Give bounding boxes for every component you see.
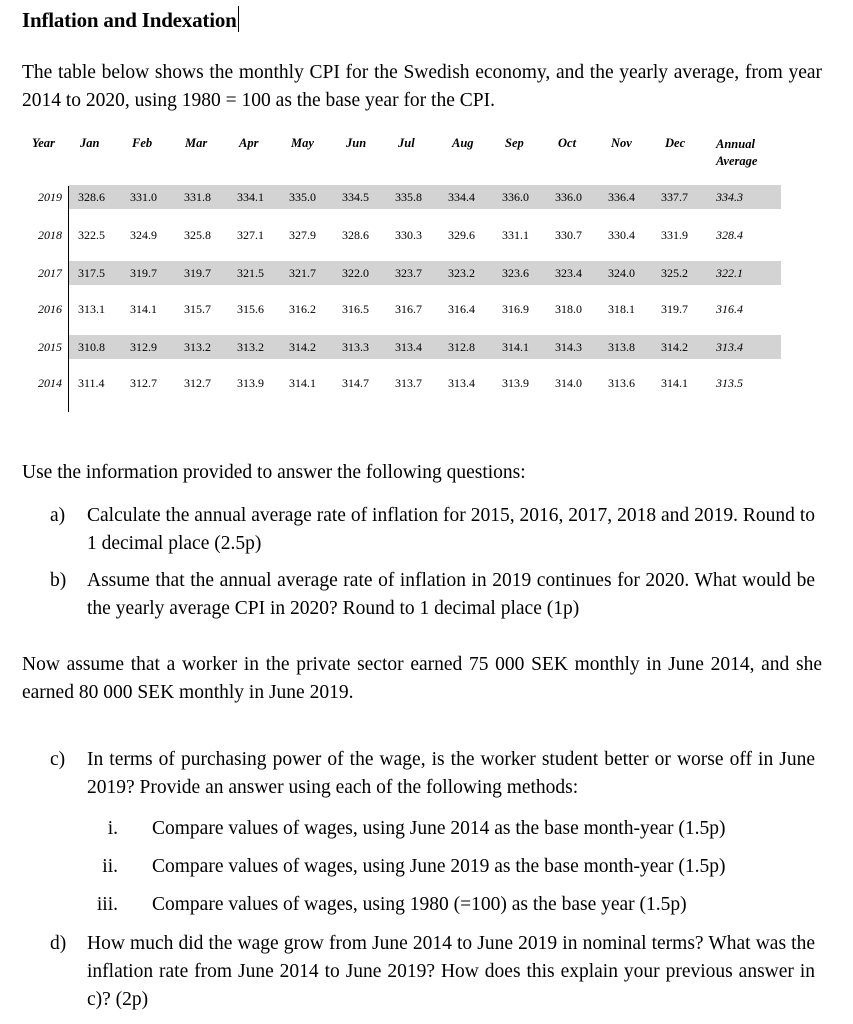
cpi-cell: 329.6 — [448, 228, 475, 242]
cpi-cell: 337.7 — [661, 190, 688, 204]
cpi-cell: 330.3 — [395, 228, 422, 242]
cpi-cell: 314.1 — [289, 376, 316, 390]
cpi-cell: 319.7 — [184, 266, 211, 280]
header-annual-line2: Average — [716, 154, 758, 168]
cpi-cell: 325.2 — [661, 266, 688, 280]
cpi-cell: 313.1 — [78, 302, 105, 316]
annual-average-cell: 322.1 — [716, 266, 743, 280]
question-c — [50, 746, 815, 802]
question-a-text: Calculate the annual average rate of inflation for 2015, 2016, 2017, 2018 and 2019. Round to 1 decimal place (2.5p) — [87, 505, 815, 554]
document-title — [22, 6, 239, 33]
sub-i-label: i. — [107, 818, 118, 839]
scenario-paragraph: Now assume that a worker in the private sector earned 75 000 SEK monthly in June 2014, and she earned 80 000 SEK monthly in June 2019. — [22, 654, 822, 703]
cpi-cell: 314.1 — [661, 376, 688, 390]
cpi-cell: 323.7 — [395, 266, 422, 280]
cpi-cell: 313.4 — [395, 340, 422, 354]
cpi-cell: 331.1 — [502, 228, 529, 242]
cpi-cell: 312.8 — [448, 340, 475, 354]
cpi-cell: 318.0 — [555, 302, 582, 316]
row-year-label: 2019 — [38, 190, 62, 204]
cpi-cell: 314.2 — [289, 340, 316, 354]
cpi-cell: 321.7 — [289, 266, 316, 280]
header-aug: Aug — [452, 136, 474, 150]
row-year-label: 2017 — [38, 266, 62, 280]
cpi-cell: 319.7 — [661, 302, 688, 316]
header-nov: Nov — [611, 136, 632, 150]
cpi-cell: 313.9 — [502, 376, 529, 390]
cpi-cell: 314.3 — [555, 340, 582, 354]
cpi-cell: 313.4 — [448, 376, 475, 390]
header-feb: Feb — [132, 136, 153, 150]
cpi-cell: 334.1 — [237, 190, 264, 204]
cpi-cell: 328.6 — [342, 228, 369, 242]
intro-paragraph: The table below shows the monthly CPI for the Swedish economy, and the yearly average, from year 2014 to 2020, using 1980 = 100 as the base year for the CPI. — [22, 62, 822, 111]
cpi-cell: 324.9 — [130, 228, 157, 242]
header-mar: Mar — [185, 136, 208, 150]
cpi-cell: 323.4 — [555, 266, 582, 280]
year-divider-line — [68, 186, 69, 412]
question-d-text: How much did the wage grow from June 2014 to June 2019 in nominal terms? What was the inflation rate from June 2014 to June 2019? How does this explain your previous answer in c)? (2p) — [87, 933, 815, 1010]
cpi-cell: 313.8 — [608, 340, 635, 354]
cpi-cell: 322.0 — [342, 266, 369, 280]
cpi-cell: 316.9 — [502, 302, 529, 316]
question-a — [50, 502, 815, 558]
header-jun: Jun — [346, 136, 367, 150]
row-year-label: 2016 — [38, 302, 62, 316]
cpi-cell: 313.2 — [184, 340, 211, 354]
cpi-cell: 316.4 — [448, 302, 475, 316]
cpi-cell: 328.6 — [78, 190, 105, 204]
row-year-label: 2015 — [38, 340, 62, 354]
cpi-cell: 316.7 — [395, 302, 422, 316]
header-oct: Oct — [558, 136, 577, 150]
cpi-cell: 319.7 — [130, 266, 157, 280]
cpi-cell: 310.8 — [78, 340, 105, 354]
row-year-label: 2018 — [38, 228, 62, 242]
sub-i-text: Compare values of wages, using June 2014 as the base month-year (1.5p) — [152, 818, 726, 839]
question-b — [50, 567, 815, 623]
cpi-cell: 313.3 — [342, 340, 369, 354]
cpi-table — [28, 128, 778, 418]
cpi-cell: 327.1 — [237, 228, 264, 242]
cpi-cell: 313.6 — [608, 376, 635, 390]
header-year: Year — [32, 136, 55, 150]
cpi-cell: 331.9 — [661, 228, 688, 242]
cpi-cell: 327.9 — [289, 228, 316, 242]
cpi-cell: 330.7 — [555, 228, 582, 242]
header-jan: Jan — [80, 136, 100, 150]
row-year-label: 2014 — [38, 376, 62, 390]
cpi-cell: 313.9 — [237, 376, 264, 390]
annual-average-cell: 316.4 — [716, 302, 743, 316]
questions-intro: Use the information provided to answer the following questions: — [22, 462, 526, 483]
header-jul: Jul — [398, 136, 415, 150]
cpi-cell: 318.1 — [608, 302, 635, 316]
sub-iii-label: iii. — [96, 894, 118, 915]
sub-iii-text: Compare values of wages, using 1980 (=100) as the base year (1.5p) — [152, 894, 687, 915]
cpi-cell: 336.0 — [502, 190, 529, 204]
question-c-text: In terms of purchasing power of the wage, is the worker student better or worse off in June 2019? Provide an answer using each of the following methods: — [87, 749, 815, 798]
cpi-cell: 322.5 — [78, 228, 105, 242]
cpi-cell: 312.9 — [130, 340, 157, 354]
header-annual-line1: Annual — [716, 137, 755, 151]
annual-average-cell: 328.4 — [716, 228, 743, 242]
question-a-label: a) — [50, 505, 66, 526]
sub-ii-text: Compare values of wages, using June 2019 as the base month-year (1.5p) — [152, 856, 726, 877]
cpi-cell: 312.7 — [184, 376, 211, 390]
header-apr: Apr — [239, 136, 259, 150]
cpi-cell: 331.0 — [130, 190, 157, 204]
sub-ii-label: ii. — [102, 856, 118, 877]
cpi-cell: 316.2 — [289, 302, 316, 316]
annual-average-cell: 313.4 — [716, 340, 743, 354]
header-annual-average — [716, 136, 757, 170]
header-dec: Dec — [665, 136, 686, 150]
cpi-cell: 313.7 — [395, 376, 422, 390]
cpi-cell: 334.4 — [448, 190, 475, 204]
cpi-cell: 315.6 — [237, 302, 264, 316]
cpi-cell: 331.8 — [184, 190, 211, 204]
cpi-cell: 314.2 — [661, 340, 688, 354]
cpi-cell: 314.7 — [342, 376, 369, 390]
question-c-label: c) — [50, 749, 66, 770]
cpi-cell: 323.6 — [502, 266, 529, 280]
cpi-cell: 316.5 — [342, 302, 369, 316]
cpi-cell: 314.1 — [130, 302, 157, 316]
cpi-cell: 311.4 — [78, 376, 105, 390]
cpi-cell: 336.4 — [608, 190, 635, 204]
cpi-cell: 335.8 — [395, 190, 422, 204]
cpi-cell: 324.0 — [608, 266, 635, 280]
cpi-cell: 315.7 — [184, 302, 211, 316]
title-text: Inflation and Indexation — [22, 8, 237, 32]
text-cursor — [238, 6, 239, 32]
cpi-cell: 317.5 — [78, 266, 105, 280]
header-may: May — [291, 136, 314, 150]
question-b-text: Assume that the annual average rate of inflation in 2019 continues for 2020. What would be the yearly average CPI in 2020? Round to 1 decimal place (1p) — [87, 570, 815, 619]
cpi-cell: 323.2 — [448, 266, 475, 280]
cpi-cell: 314.1 — [502, 340, 529, 354]
cpi-cell: 336.0 — [555, 190, 582, 204]
cpi-cell: 330.4 — [608, 228, 635, 242]
cpi-cell: 334.5 — [342, 190, 369, 204]
cpi-cell: 321.5 — [237, 266, 264, 280]
cpi-cell: 312.7 — [130, 376, 157, 390]
question-d-label: d) — [50, 933, 67, 954]
header-sep: Sep — [505, 136, 524, 150]
annual-average-cell: 313.5 — [716, 376, 743, 390]
annual-average-cell: 334.3 — [716, 190, 743, 204]
cpi-cell: 313.2 — [237, 340, 264, 354]
cpi-cell: 325.8 — [184, 228, 211, 242]
question-b-label: b) — [50, 570, 67, 591]
cpi-cell: 314.0 — [555, 376, 582, 390]
cpi-cell: 335.0 — [289, 190, 316, 204]
question-d — [50, 930, 815, 1014]
